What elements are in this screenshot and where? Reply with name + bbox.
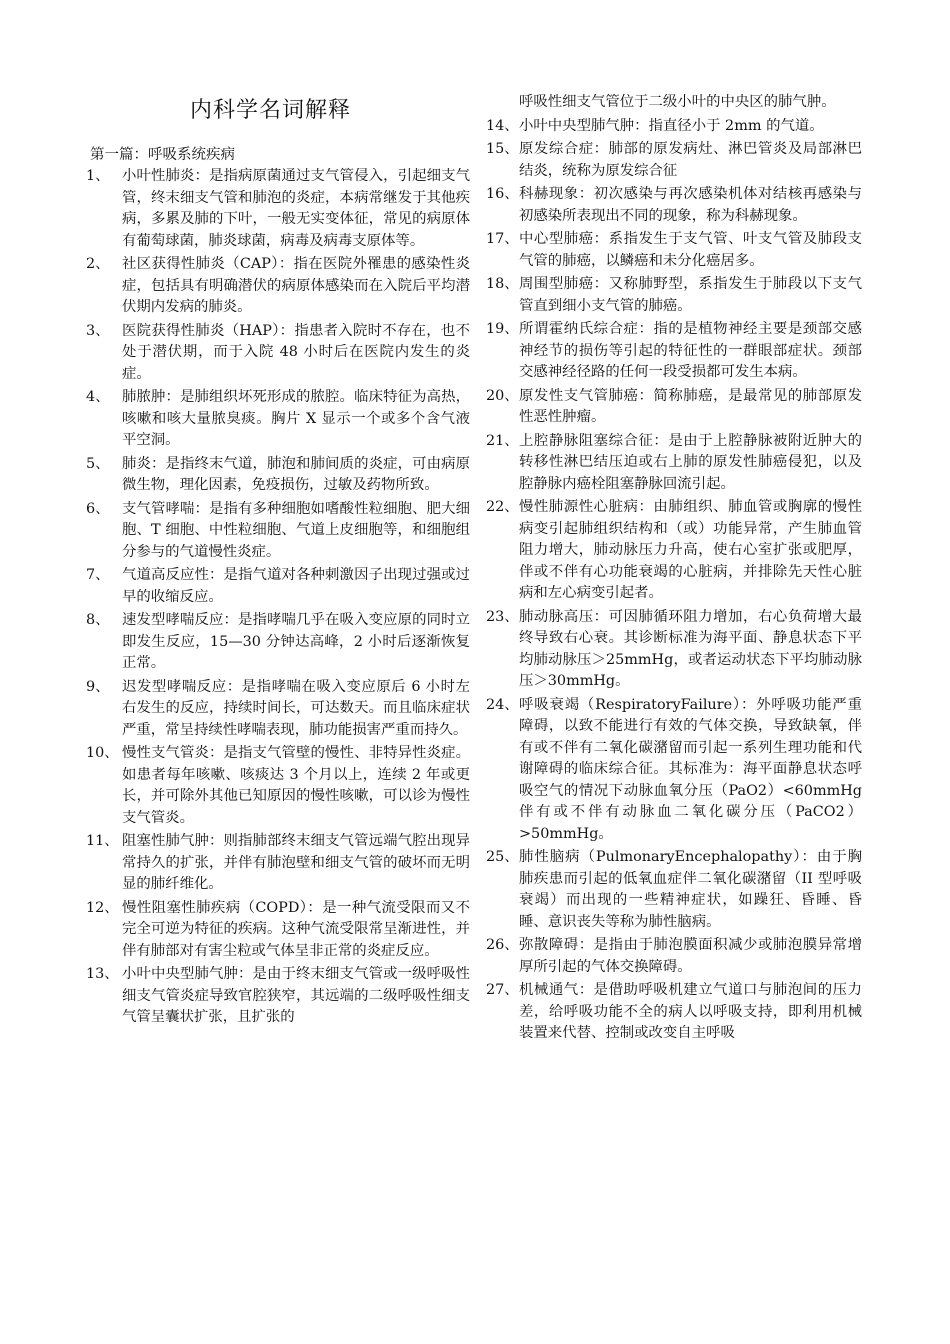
document-title: 内科学名词解释 (190, 98, 352, 123)
entry-text: 肺动脉高压：可因肺循环阻力增加，右心负荷增大最终导致右心衰。其诊断标准为海平面、静息状态下平均肺动脉压＞25mmHg，或者运动状态下平均肺动脉压＞30mmHg。 (519, 608, 862, 689)
definition-entry (86, 499, 470, 564)
entry-text: 肺脓肿：是肺组织坏死形成的脓腔。临床特征为高热，咳嗽和咳大量脓臭痰。胸片 X 显示一个或多个含气液平空洞。 (122, 389, 470, 448)
entry-number: 5、 (86, 455, 110, 472)
entry-number: 25、 (486, 849, 519, 865)
definition-entry (486, 274, 862, 317)
definition-entry (486, 847, 862, 933)
entry-text: 迟发型哮喘反应：是指哮喘在吸入变应原后 6 小时左右发生的反应，持续时间长，可达数天。而且临床症状严重，常呈持续性哮喘表现，肺功能损害严重而持久。 (122, 678, 470, 738)
entry-text: 阻塞性肺气肿：则指肺部终末细支气管远端气腔出现异常持久的扩张，并伴有肺泡壁和细支气管的破坏而无明显的肺纤维化。 (122, 833, 470, 892)
definition-entry (86, 831, 470, 896)
entry-text: 气道高反应性：是指气道对各种刺激因子出现过强或过早的收缩反应。 (122, 567, 470, 605)
entry-number: 23、 (486, 608, 519, 625)
definition-entry (486, 184, 862, 227)
definition-entry (86, 321, 470, 386)
entry-text: 小叶中央型肺气肿：指直径小于 2mm 的气道。 (519, 117, 824, 134)
entry-number: 12、 (86, 899, 119, 916)
entry-number: 15、 (486, 141, 519, 157)
left-entry-list (86, 166, 470, 1031)
entry-text: 弥散障碍：是指由于肺泡膜面积减少或肺泡膜异常增厚所引起的气体交换障碍。 (519, 937, 862, 975)
entry-text: 机械通气：是借助呼吸机建立气道口与肺泡间的压力差，给呼吸功能不全的病人以呼吸支持，即利用机械装置来代替、控制或改变自主呼吸 (519, 982, 862, 1041)
entry-number: 3、 (86, 322, 110, 339)
entry-number: 21、 (486, 432, 519, 449)
entry-text: 速发型哮喘反应：是指哮喘几乎在吸入变应原的同时立即发生反应，15—30 分钟达高峰，2 小时后逐渐恢复正常。 (122, 612, 470, 671)
definition-entry (486, 607, 862, 693)
definition-entry (86, 677, 470, 742)
definition-entry (486, 139, 862, 182)
entry-text: 科赫现象：初次感染与再次感染机体对结核再感染与初感染所表现出不同的现象，称为科赫现象。 (519, 186, 862, 224)
definition-entry (86, 166, 470, 252)
entry-text: 原发综合症：肺部的原发病灶、淋巴管炎及局部淋巴结炎，统称为原发综合征 (519, 141, 862, 179)
entry-text: 上腔静脉阻塞综合征：是由于上腔静脉被附近肿大的转移性淋巴结压迫或右上肺的原发性肺癌侵犯，以及腔静脉内癌栓阻塞静脉回流引起。 (519, 432, 862, 492)
entry-text: 支气管哮喘：是指有多种细胞如嗜酸性粒细胞、肥大细胞、T 细胞、中性粒细胞、气道上皮细胞等，和细胞组分参与的气道慢性炎症。 (122, 500, 470, 560)
entry-text: 社区获得性肺炎（CAP）：指在医院外罹患的感染性炎症，包括具有明确潜伏的病原体感染而在入院后平均潜伏期内发病的肺炎。 (122, 256, 470, 315)
entry-number: 16、 (486, 186, 519, 202)
entry-number: 26、 (486, 937, 519, 953)
entry-text: 慢性肺源性心脏病：由肺组织、肺血管或胸廓的慢性病变引起肺组织结构和（或）功能异常，产生肺血管阻力增大，肺动脉压力升高，使右心室扩张或肥厚，伴或不伴有心功能衰竭的心脏病，并排除先天性心脏病和左心病变引起者。 (519, 499, 862, 601)
entry-text: 原发性支气管肺癌：简称肺癌，是最常见的肺部原发性恶性肿瘤。 (519, 387, 862, 425)
entry-text: 所谓霍纳氏综合症：指的是植物神经主要是颈部交感神经节的损伤等引起的特征性的一群眼部症状。颈部交感神经径路的任何一段受损都可发生本病。 (519, 321, 862, 380)
entry-number: 6、 (86, 500, 110, 517)
entry-number: 7、 (86, 567, 110, 583)
definition-entry (486, 497, 862, 605)
definition-entry (486, 695, 862, 846)
entry-text: 呼吸性细支气管位于二级小叶的中央区的肺气肿。 (519, 94, 836, 110)
entry-number: 1、 (86, 168, 110, 184)
definition-entry (86, 743, 470, 829)
entry-text: 中心型肺癌：系指发生于支气管、叶支气管及肺段支气管的肺癌，以鳞癌和未分化癌居多。 (519, 231, 862, 269)
entry-text: 小叶中央型肺气肿：是由于终末细支气管或一级呼吸性细支气管炎症导致官腔狭窄，其远端的二级呼吸性细支气管呈囊状扩张，且扩张的 (122, 966, 470, 1025)
entry-number: 17、 (486, 231, 519, 247)
entry-number: 2、 (86, 256, 110, 272)
entry-number: 22、 (486, 499, 519, 515)
entry-text: 慢性阻塞性肺疾病（COPD）：是一种气流受限而又不完全可逆为特征的疾病。这种气流受限常呈渐进性，并伴有肺部对有害尘粒或气体呈非正常的炎症反应。 (122, 899, 470, 959)
definition-entry (486, 319, 862, 384)
definition-entry (86, 454, 470, 497)
entry-text: 医院获得性肺炎（HAP）：指患者入院时不存在，也不处于潜伏期，而于入院 48 小时后在医院内发生的炎症。 (122, 322, 470, 382)
entry-text: 肺炎：是指终末气道，肺泡和肺间质的炎症，可由病原微生物，理化因素，免疫损伤，过敏及药物所致。 (122, 455, 470, 493)
definition-entry (486, 92, 862, 114)
entry-text: 呼吸衰竭（RespiratoryFailure）：外呼吸功能严重障碍，以致不能进行有效的气体交换，导致缺氧，伴有或不伴有二氧化碳潴留而引起一系列生理功能和代谢障碍的临床综合征。其标准为：海平面静息状态呼吸空气的情况下动脉血氧分压（PaO2）<60mmHg 伴有或不伴有动脉血二氧化碳分压（PaCO2）>50mmHg。 (519, 696, 862, 842)
entry-number: 18、 (486, 276, 519, 292)
definition-entry (486, 116, 862, 138)
entry-number: 20、 (486, 387, 519, 404)
entry-number: 4、 (86, 389, 110, 405)
definition-entry (86, 610, 470, 675)
entry-number: 11、 (86, 833, 119, 849)
entry-number: 9、 (86, 678, 110, 695)
entry-number: 8、 (86, 612, 110, 628)
entry-number: 24、 (486, 696, 519, 713)
definition-entry (86, 565, 470, 608)
entry-number: 13、 (86, 966, 119, 982)
entry-number: 14、 (486, 117, 519, 134)
entry-text: 慢性支气管炎：是指支气管壁的慢性、非特异性炎症。如患者每年咳嗽、咳痰达 3 个月以上，连续 2 年或更长，并可除外其他已知原因的慢性咳嗽，可以诊为慢性支气管炎。 (122, 745, 470, 826)
definition-entry (86, 898, 470, 963)
entry-number: 27、 (486, 982, 519, 998)
entry-text: 小叶性肺炎：是指病原菌通过支气管侵入，引起细支气管，终末细支气管和肺泡的炎症，本病常继发于其他疾病，多累及肺的下叶，一般无实变体征，常见的病原体有葡萄球菌，肺炎球菌，病毒及病毒支原体等。 (122, 168, 470, 249)
definition-entry (86, 964, 470, 1029)
entry-text: 周围型肺癌：又称肺野型，系指发生于肺段以下支气管直到细小支气管的肺癌。 (519, 276, 862, 314)
definition-entry (486, 386, 862, 429)
definition-entry (486, 980, 862, 1045)
entry-text: 肺性脑病（PulmonaryEncephalopathy）：由于胸肺疾患而引起的低氧血症伴二氧化碳潴留（II 型呼吸衰竭）而出现的一些精神症状，如躁狂、昏睡、昏睡、意识丧失等称为肺性脑病。 (519, 849, 862, 930)
definition-entry (486, 229, 862, 272)
definition-entry (486, 431, 862, 496)
definition-entry (86, 254, 470, 319)
definition-entry (486, 935, 862, 978)
definition-entry (86, 387, 470, 452)
entry-number: 10、 (86, 745, 119, 761)
right-entry-list (486, 92, 862, 1047)
section-heading: 第一篇：呼吸系统疾病 (90, 147, 235, 163)
entry-number: 19、 (486, 321, 519, 337)
